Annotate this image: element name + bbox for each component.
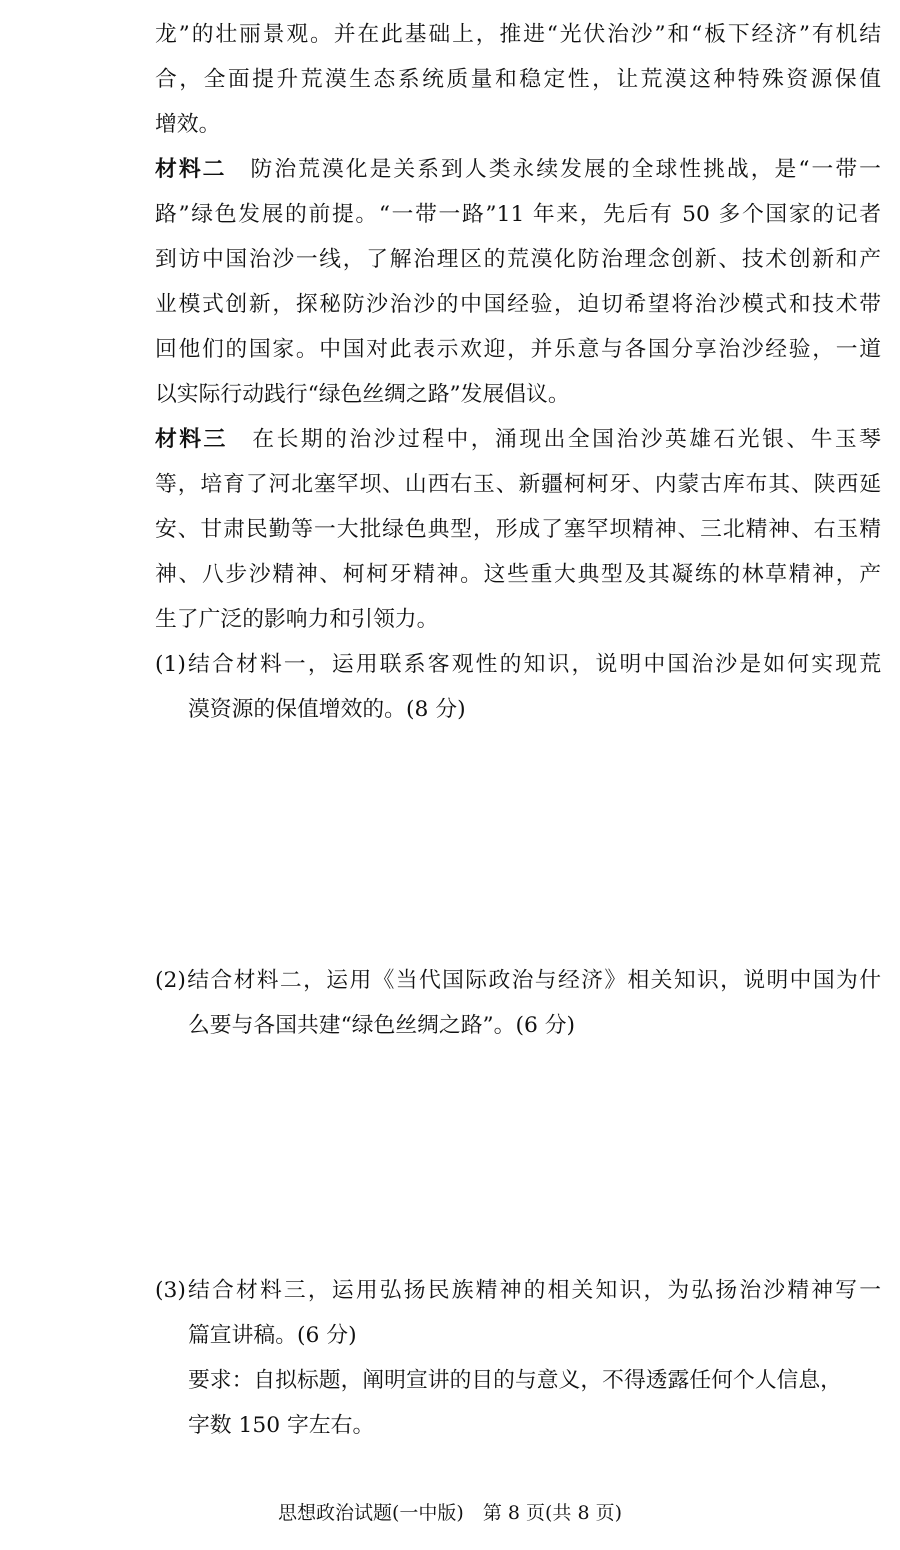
material1-line1: 龙”的壮丽景观。并在此基础上，推进“光伏治沙”和“板下经济”有机结 — [155, 22, 881, 47]
question-2-line2: 么要与各国共建“绿色丝绸之路”。(6 分) — [188, 1013, 576, 1038]
question-3-line1: (3)结合材料三，运用弘扬民族精神的相关知识，为弘扬治沙精神写一 — [155, 1278, 881, 1303]
question-1-line1: (1)结合材料一，运用联系客观性的知识，说明中国治沙是如何实现荒 — [155, 652, 881, 677]
material2-line2: 路”绿色发展的前提。“一带一路”11 年来，先后有 50 多个国家的记者 — [155, 202, 881, 227]
question-1-line2: 漠资源的保值增效的。(8 分) — [188, 697, 466, 722]
material3-line3: 安、甘肃民勤等一大批绿色典型，形成了塞罕坝精神、三北精神、右玉精 — [155, 517, 881, 542]
material2-line3: 到访中国治沙一线，了解治理区的荒漠化防治理念创新、技术创新和产 — [155, 247, 881, 272]
question-3-wordcount: 字数 150 字左右。 — [188, 1413, 375, 1438]
material3-line5: 生了广泛的影响力和引领力。 — [155, 607, 439, 632]
material2-line4: 业模式创新，探秘防沙治沙的中国经验，迫切希望将治沙模式和技术带 — [155, 292, 881, 317]
material1-line3: 增效。 — [155, 112, 221, 137]
material3-label: 材料三 — [155, 427, 228, 452]
page-footer: 思想政治试题(一中版) 第 8 页(共 8 页) — [278, 1502, 622, 1524]
question-1 — [155, 642, 881, 732]
material2-text: 防治荒漠化是关系到人类永续发展的全球性挑战，是“一带一 — [248, 157, 881, 182]
material3-line4: 神、八步沙精神、柯柯牙精神。这些重大典型及其凝练的林草精神，产 — [155, 562, 881, 587]
material2-line1 — [155, 147, 881, 192]
question-3-requirement: 要求：自拟标题，阐明宣讲的目的与意义，不得透露任何个人信息， — [188, 1368, 842, 1393]
question-3-line2: 篇宣讲稿。(6 分) — [188, 1323, 357, 1348]
material2-line6: 以实际行动践行“绿色丝绸之路”发展倡议。 — [155, 382, 570, 407]
material2-label: 材料二 — [155, 157, 227, 182]
question-2 — [155, 958, 881, 1048]
material3-line1 — [155, 417, 881, 462]
question-3 — [155, 1268, 881, 1448]
material2-line5: 回他们的国家。中国对此表示欢迎，并乐意与各国分享治沙经验，一道 — [155, 337, 881, 362]
question-2-line1: (2)结合材料二，运用《当代国际政治与经济》相关知识，说明中国为什 — [155, 968, 881, 993]
material1-line2: 合，全面提升荒漠生态系统质量和稳定性，让荒漠这种特殊资源保值 — [155, 67, 881, 92]
material3-text: 在长期的治沙过程中，涌现出全国治沙英雄石光银、牛玉琴 — [249, 427, 881, 452]
material3-line2: 等，培育了河北塞罕坝、山西右玉、新疆柯柯牙、内蒙古库布其、陕西延 — [155, 472, 881, 497]
